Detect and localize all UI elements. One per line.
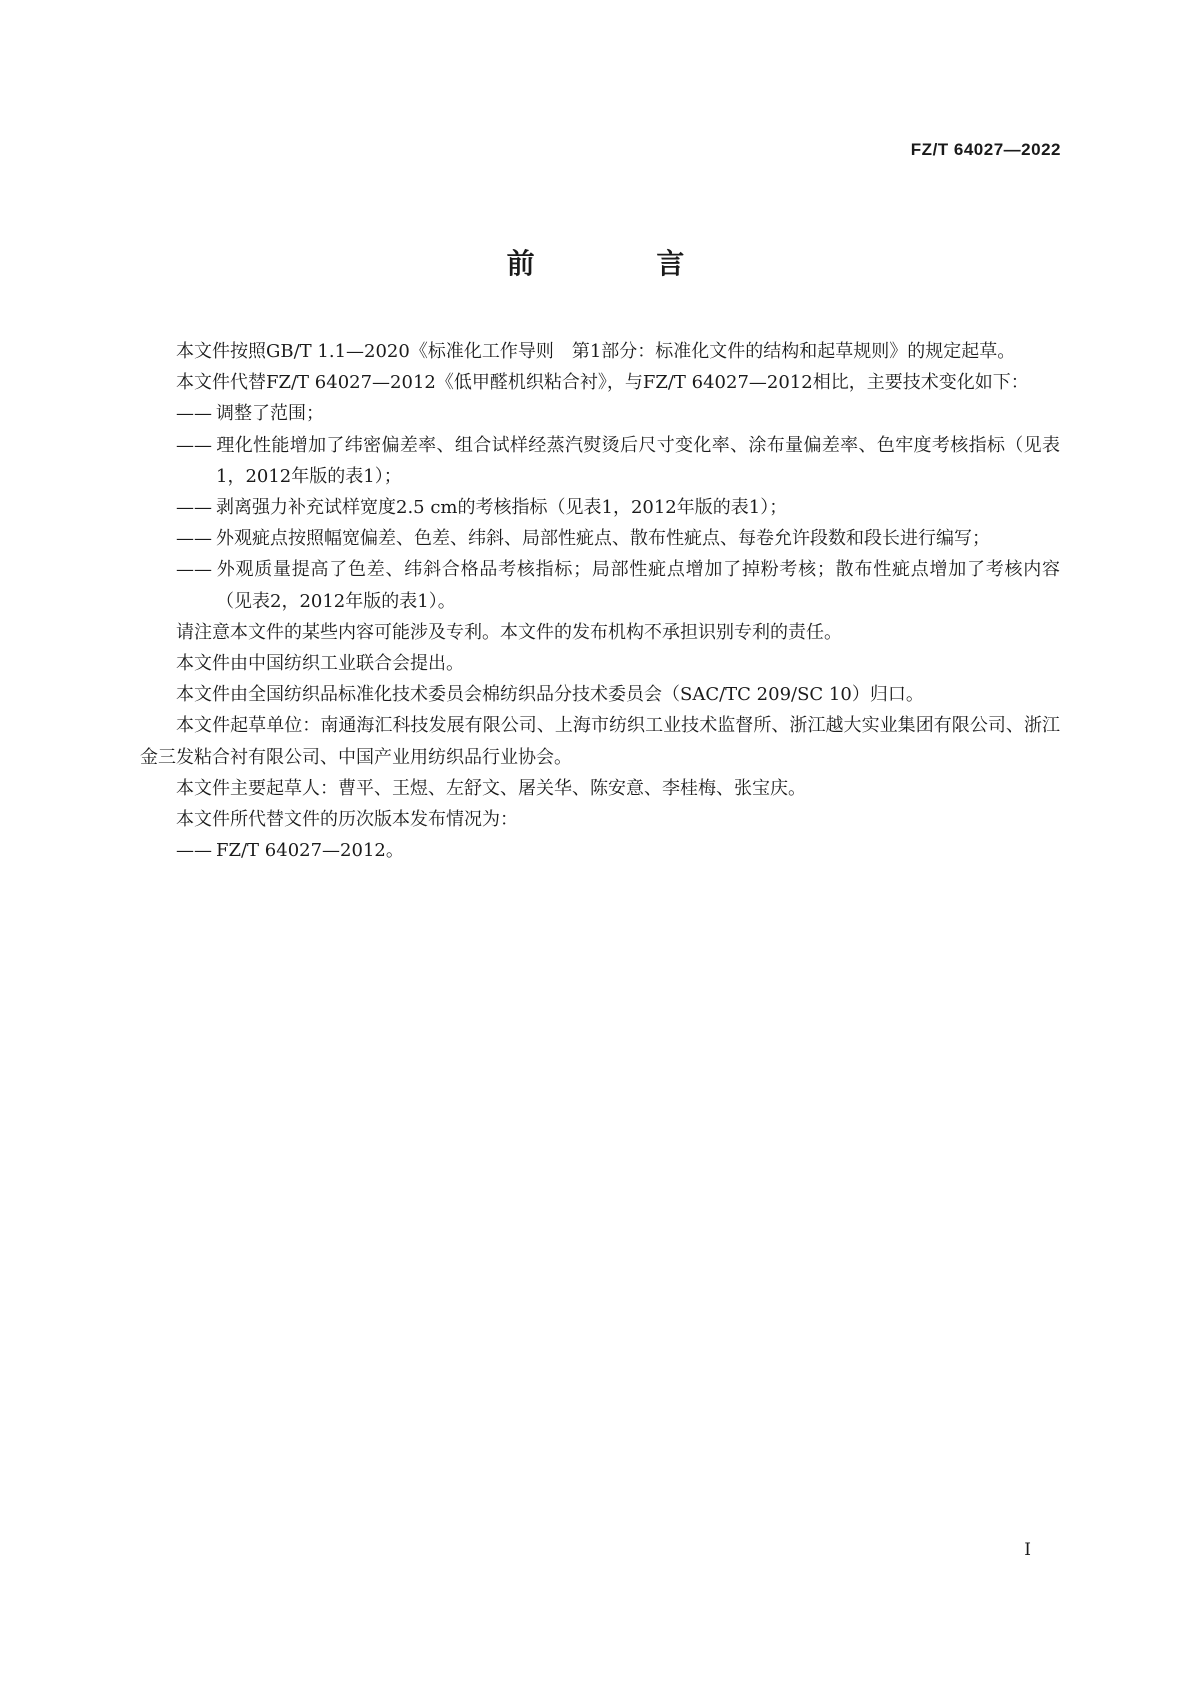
change-item	[140, 492, 1060, 523]
paragraph: 本文件起草单位：南通海汇科技发展有限公司、上海市纺织工业技术监督所、浙江越大实业集团有限公司、浙江金三发粘合衬有限公司、中国产业用纺织品行业协会。	[140, 715, 1060, 768]
change-item-text: 外观疵点按照幅宽偏差、色差、纬斜、局部性疵点、散布性疵点、每卷允许段数和段长进行编写；	[216, 528, 990, 550]
dash-marker: ——	[176, 840, 212, 862]
paragraph: 本文件代替FZ/T 64027—2012《低甲醛机织粘合衬》，与FZ/T 64027—2012相比，主要技术变化如下：	[176, 372, 1029, 394]
change-item-text: 理化性能增加了纬密偏差率、组合试样经蒸汽熨烫后尺寸变化率、涂布量偏差率、色牢度考核指标（见表1，2012年版的表1）；	[216, 434, 1060, 487]
history-item	[140, 835, 1060, 866]
preface-body	[140, 336, 1060, 866]
dash-marker: ——	[176, 403, 212, 425]
change-item	[140, 398, 1060, 429]
paragraph: 请注意本文件的某些内容可能涉及专利。本文件的发布机构不承担识别专利的责任。	[176, 621, 842, 643]
history-item-text: FZ/T 64027—2012。	[216, 840, 404, 862]
paragraph: 本文件由全国纺织品标准化技术委员会棉纺织品分技术委员会（SAC/TC 209/SC 10）归口。	[176, 684, 924, 706]
document-code: FZ/T 64027—2022	[910, 140, 1061, 159]
change-item-text: 外观质量提高了色差、纬斜合格品考核指标；局部性疵点增加了掉粉考核；散布性疵点增加了考核内容（见表2，2012年版的表1）。	[216, 559, 1060, 612]
dash-marker: ——	[176, 434, 212, 456]
change-item-text: 调整了范围；	[216, 403, 324, 425]
paragraph: 本文件主要起草人：曹平、王煜、左舒文、屠关华、陈安意、李桂梅、张宝庆。	[176, 777, 806, 799]
dash-marker: ——	[176, 497, 212, 519]
dash-marker: ——	[176, 528, 212, 550]
page-title: 前 言	[506, 247, 741, 280]
change-item-text: 剥离强力补充试样宽度2.5 cm的考核指标（见表1，2012年版的表1）；	[216, 497, 788, 519]
paragraph: 本文件按照GB/T 1.1—2020《标准化工作导则 第1部分：标准化文件的结构和起草规则》的规定起草。	[176, 341, 1016, 362]
change-item	[140, 554, 1060, 616]
paragraph: 本文件所代替文件的历次版本发布情况为：	[176, 809, 518, 831]
change-item	[140, 430, 1060, 492]
change-item	[140, 523, 1060, 554]
page-number: I	[1024, 1540, 1031, 1560]
dash-marker: ——	[176, 559, 212, 581]
paragraph: 本文件由中国纺织工业联合会提出。	[176, 653, 464, 675]
